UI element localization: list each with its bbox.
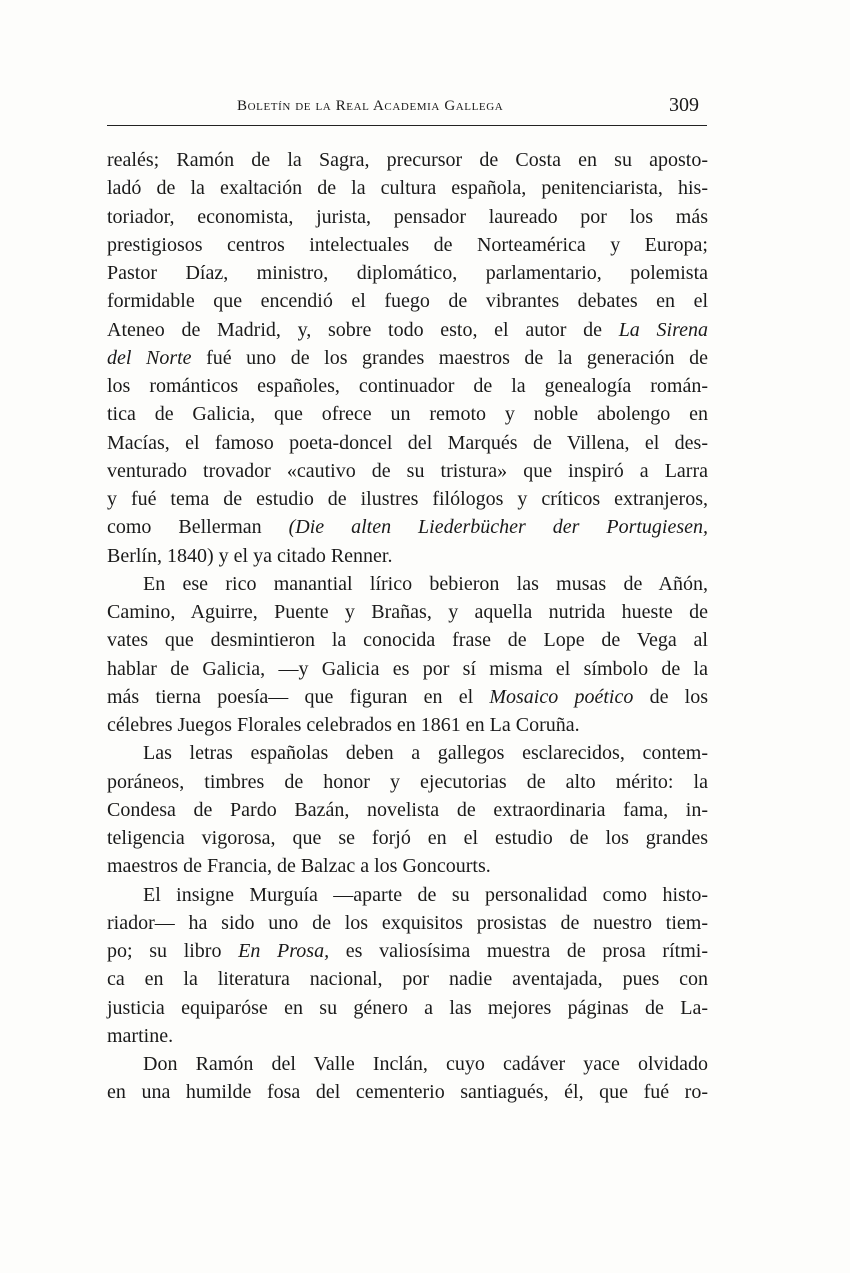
text-line xyxy=(107,909,708,937)
text-segment: ladó de la exaltación de la cultura española, penitenciarista, his- xyxy=(107,177,708,200)
text-segment: venturado trovador «cautivo de su tristura» que inspiró a Larra xyxy=(107,459,708,482)
text-segment: Don Ramón del Valle Inclán, cuyo cadáver yace olvidado xyxy=(143,1053,708,1075)
text-segment: Camino, Aguirre, Puente y Brañas, y aquella nutrida hueste de xyxy=(107,601,708,623)
text-line xyxy=(107,203,708,231)
page-header xyxy=(107,96,707,122)
text-line xyxy=(107,513,708,541)
text-line xyxy=(107,457,708,485)
text-segment: formidable que encendió el fuego de vibrantes debates en el xyxy=(107,290,708,313)
page-number: 309 xyxy=(669,94,699,116)
text-line xyxy=(107,796,708,824)
text-line xyxy=(107,655,708,683)
text-segment: más tierna poesía— que figuran en el xyxy=(107,685,490,708)
text-line xyxy=(107,570,708,598)
text-line xyxy=(107,598,708,626)
text-line xyxy=(107,1050,708,1078)
text-segment: El insigne Murguía —aparte de su personalidad como histo- xyxy=(143,883,708,906)
text-line xyxy=(107,994,708,1022)
header-rule xyxy=(107,125,707,126)
text-segment: En ese rico manantial lírico bebieron las musas de Añón, xyxy=(143,572,708,595)
text-line xyxy=(107,626,708,654)
text-segment: fué uno de los grandes maestros de la generación de xyxy=(191,346,708,369)
text-line xyxy=(107,937,708,965)
text-line xyxy=(107,259,708,287)
text-line xyxy=(107,231,708,259)
italic-title: En Prosa, xyxy=(238,940,330,962)
text-line xyxy=(107,1022,708,1050)
text-line xyxy=(107,174,708,202)
text-segment: riador— ha sido uno de los exquisitos prosistas de nuestro tiem- xyxy=(107,911,708,934)
text-segment: es valiosísima muestra de prosa rítmi- xyxy=(329,940,708,962)
text-segment: realés; Ramón de la Sagra, precursor de Costa en su aposto- xyxy=(107,149,708,171)
text-segment: teligencia vigorosa, que se forjó en el estudio de los grandes xyxy=(107,827,708,849)
text-segment: Las letras españolas deben a gallegos esclarecidos, contem- xyxy=(143,742,708,765)
text-line xyxy=(107,429,708,457)
text-segment: hablar de Galicia, —y Galicia es por sí misma el símbolo de la xyxy=(107,657,708,680)
italic-title: Mosaico poético xyxy=(489,685,634,708)
text-segment: los románticos españoles, continuador de la genealogía román- xyxy=(107,375,708,397)
text-segment: célebres Juegos Florales celebrados en 1861 en La Coruña. xyxy=(107,714,580,736)
text-line xyxy=(107,344,708,372)
running-title: Boletín de la Real Academia Gallega xyxy=(237,98,504,114)
text-segment: en una humilde fosa del cementerio santiagués, él, que fué ro- xyxy=(107,1081,708,1104)
text-segment: maestros de Francia, de Balzac a los Goncourts. xyxy=(107,855,491,878)
text-line xyxy=(107,881,708,909)
text-segment: justicia equiparóse en su género a las mejores páginas de La- xyxy=(107,996,708,1019)
text-line xyxy=(107,146,708,174)
text-line xyxy=(107,965,708,993)
text-segment: ca en la literatura nacional, por nadie aventajada, pues con xyxy=(107,968,708,991)
text-line xyxy=(107,683,708,711)
text-segment: martine. xyxy=(107,1024,174,1047)
text-segment: toriador, economista, jurista, pensador laureado por los más xyxy=(107,205,708,228)
text-segment: tica de Galicia, que ofrece un remoto y noble abolengo en xyxy=(107,403,708,426)
text-line xyxy=(107,739,708,767)
text-segment: vates que desmintieron la conocida frase de Lope de Vega al xyxy=(107,629,708,652)
text-line xyxy=(107,768,708,796)
text-segment: y fué tema de estudio de ilustres filólogos y críticos extranjeros, xyxy=(107,488,708,510)
text-segment: Ateneo de Madrid, y, sobre todo esto, el autor de xyxy=(107,318,619,341)
text-segment: como Bellerman xyxy=(107,516,289,539)
text-line xyxy=(107,400,708,428)
italic-title: del Norte xyxy=(107,346,192,369)
text-segment: Berlín, 1840) y el ya citado Renner. xyxy=(107,544,393,567)
text-segment: poráneos, timbres de honor y ejecutorias de alto mérito: la xyxy=(107,770,708,793)
text-line xyxy=(107,542,708,570)
italic-title: La Sirena xyxy=(618,318,708,341)
text-line xyxy=(107,824,708,852)
text-segment: prestigiosos centros intelectuales de Norteamérica y Europa; xyxy=(107,233,708,256)
text-segment: Condesa de Pardo Bazán, novelista de extraordinaria fama, in- xyxy=(107,798,708,821)
text-segment: de los xyxy=(633,685,709,708)
text-line xyxy=(107,711,708,739)
text-line xyxy=(107,316,708,344)
italic-title: (Die alten Liederbücher der Portugiesen, xyxy=(288,516,708,539)
text-line xyxy=(107,372,708,400)
text-segment: Pastor Díaz, ministro, diplomático, parlamentario, polemista xyxy=(107,262,708,284)
text-line xyxy=(107,852,708,880)
body-text xyxy=(107,146,708,1107)
text-line xyxy=(107,1078,708,1106)
text-segment: Macías, el famoso poeta-doncel del Marqués de Villena, el des- xyxy=(107,431,708,454)
text-line xyxy=(107,287,708,315)
text-line xyxy=(107,485,708,513)
text-segment: po; su libro xyxy=(107,940,239,962)
